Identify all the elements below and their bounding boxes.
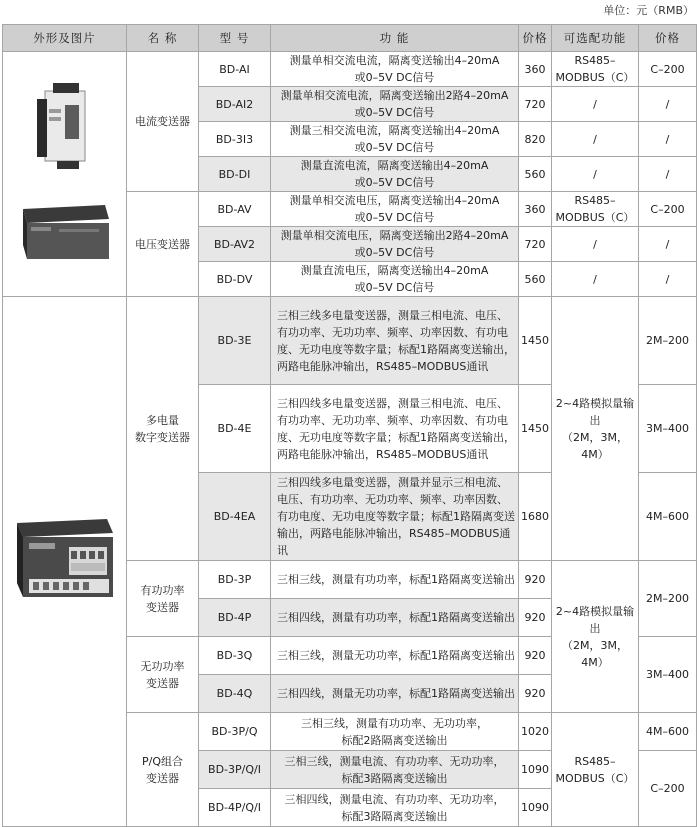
option-cell: / (552, 157, 639, 192)
multi-transmitter-image (9, 507, 121, 617)
header-model: 型 号 (199, 25, 271, 52)
header-options: 可选配功能 (552, 25, 639, 52)
price-cell: 1680 (519, 473, 552, 561)
price-cell: 360 (519, 52, 552, 87)
option-price-cell: 2M–200 (639, 297, 697, 385)
price-cell: 560 (519, 262, 552, 297)
option-price-cell: C–200 (639, 751, 697, 827)
function-cell: 测量直流电压，隔离变送输出4–20mA 或0–5V DC信号 (271, 262, 519, 297)
model-cell: BD-3P (199, 561, 271, 599)
product-image-cell-1 (3, 52, 127, 297)
group-name-multi: 多电量 数字变送器 (127, 297, 199, 561)
option-price-cell: 3M–400 (639, 637, 697, 713)
price-cell: 720 (519, 227, 552, 262)
price-cell: 1090 (519, 751, 552, 789)
header-price: 价格 (519, 25, 552, 52)
model-cell: BD-DI (199, 157, 271, 192)
header-image: 外形及图片 (3, 25, 127, 52)
function-cell: 三相四线多电量变送器，测量并显示三相电流、电压、有功功率、无功功率、频率、功率因数、有功电度、无功电度等数字量；标配1路隔离变送输出，两路电能脉冲输出，RS485–MODBUS通讯 (271, 473, 519, 561)
unit-note: 单位：元（RMB） (603, 4, 694, 17)
price-cell: 720 (519, 87, 552, 122)
function-cell: 三相四线，测量电流、有功功率、无功功率， 标配3路隔离变送输出 (271, 789, 519, 827)
option-price-cell: / (639, 87, 697, 122)
product-image-cell-2 (3, 297, 127, 827)
price-cell: 920 (519, 637, 552, 675)
option-cell-analog: 2~4路模拟量输出 （2M，3M，4M） (552, 561, 639, 713)
option-price-cell: 4M–600 (639, 473, 697, 561)
price-cell: 820 (519, 122, 552, 157)
function-cell: 测量直流电流，隔离变送输出4–20mA 或0–5V DC信号 (271, 157, 519, 192)
function-cell: 三相四线，测量有功功率，标配1路隔离变送输出 (271, 599, 519, 637)
model-cell: BD-4Q (199, 675, 271, 713)
model-cell: BD-3Q (199, 637, 271, 675)
function-cell: 三相四线，测量无功功率，标配1路隔离变送输出 (271, 675, 519, 713)
din-transmitter-image (9, 69, 121, 279)
option-cell: / (552, 87, 639, 122)
function-cell: 测量单相交流电压，隔离变送输出2路4–20mA 或0–5V DC信号 (271, 227, 519, 262)
model-cell: BD-AV (199, 192, 271, 227)
group-name-reactive: 无功功率 变送器 (127, 637, 199, 713)
function-cell: 测量三相交流电流，隔离变送输出4–20mA 或0–5V DC信号 (271, 122, 519, 157)
model-cell: BD-3E (199, 297, 271, 385)
model-cell: BD-AI (199, 52, 271, 87)
function-cell: 测量单相交流电流，隔离变送输出4–20mA 或0–5V DC信号 (271, 52, 519, 87)
header-row (3, 25, 697, 52)
option-price-cell: / (639, 157, 697, 192)
header-option-price: 价格 (639, 25, 697, 52)
function-cell: 三相四线多电量变送器，测量三相电流、电压、有功功率、无功功率、频率、功率因数、有功电度、无功电度等数字量；标配1路隔离变送输出，两路电能脉冲输出，RS485–MODBUS通讯 (271, 385, 519, 473)
price-cell: 920 (519, 561, 552, 599)
model-cell: BD-4E (199, 385, 271, 473)
function-cell: 三相三线多电量变送器，测量三相电流、电压、有功功率、无功功率、频率、功率因数、有功电度、无功电度等数字量；标配1路隔离变送输出，两路电能脉冲输出，RS485–MODBUS通讯 (271, 297, 519, 385)
model-cell: BD-3P/Q (199, 713, 271, 751)
group-name-current: 电流变送器 (127, 52, 199, 192)
price-cell: 1020 (519, 713, 552, 751)
table-row (3, 52, 697, 87)
function-cell: 测量单相交流电压，隔离变送输出4–20mA 或0–5V DC信号 (271, 192, 519, 227)
header-name: 名 称 (127, 25, 199, 52)
option-cell: RS485– MODBUS（C） (552, 192, 639, 227)
option-cell: / (552, 122, 639, 157)
model-cell: BD-3I3 (199, 122, 271, 157)
table-row (3, 297, 697, 385)
model-cell: BD-AV2 (199, 227, 271, 262)
function-cell: 三相三线，测量无功功率，标配1路隔离变送输出 (271, 637, 519, 675)
option-cell: / (552, 262, 639, 297)
option-price-cell: 4M–600 (639, 713, 697, 751)
price-cell: 360 (519, 192, 552, 227)
model-cell: BD-4P (199, 599, 271, 637)
price-table (2, 24, 697, 827)
function-cell: 三相三线，测量有功功率、无功功率， 标配2路隔离变送输出 (271, 713, 519, 751)
model-cell: BD-3P/Q/I (199, 751, 271, 789)
option-price-cell: / (639, 122, 697, 157)
group-name-active: 有功功率 变送器 (127, 561, 199, 637)
model-cell: BD-DV (199, 262, 271, 297)
price-cell: 1090 (519, 789, 552, 827)
model-cell: BD-4P/Q/I (199, 789, 271, 827)
option-cell: RS485– MODBUS（C） (552, 52, 639, 87)
option-price-cell: 3M–400 (639, 385, 697, 473)
option-cell: / (552, 227, 639, 262)
price-cell: 1450 (519, 297, 552, 385)
option-price-cell: / (639, 262, 697, 297)
option-price-cell: C–200 (639, 52, 697, 87)
option-price-cell: C–200 (639, 192, 697, 227)
option-price-cell: / (639, 227, 697, 262)
function-cell: 三相三线，测量电流、有功功率、无功功率， 标配3路隔离变送输出 (271, 751, 519, 789)
price-cell: 920 (519, 599, 552, 637)
price-cell: 1450 (519, 385, 552, 473)
function-cell: 测量单相交流电流，隔离变送输出2路4–20mA 或0–5V DC信号 (271, 87, 519, 122)
header-function: 功 能 (271, 25, 519, 52)
group-name-pq: P/Q组合 变送器 (127, 713, 199, 827)
price-cell: 920 (519, 675, 552, 713)
model-cell: BD-4EA (199, 473, 271, 561)
option-cell-analog: 2~4路模拟量输出 （2M，3M，4M） (552, 297, 639, 561)
model-cell: BD-AI2 (199, 87, 271, 122)
group-name-voltage: 电压变送器 (127, 192, 199, 297)
price-cell: 560 (519, 157, 552, 192)
option-cell-rs485: RS485– MODBUS（C） (552, 713, 639, 827)
function-cell: 三相三线，测量有功功率，标配1路隔离变送输出 (271, 561, 519, 599)
option-price-cell: 2M–200 (639, 561, 697, 637)
